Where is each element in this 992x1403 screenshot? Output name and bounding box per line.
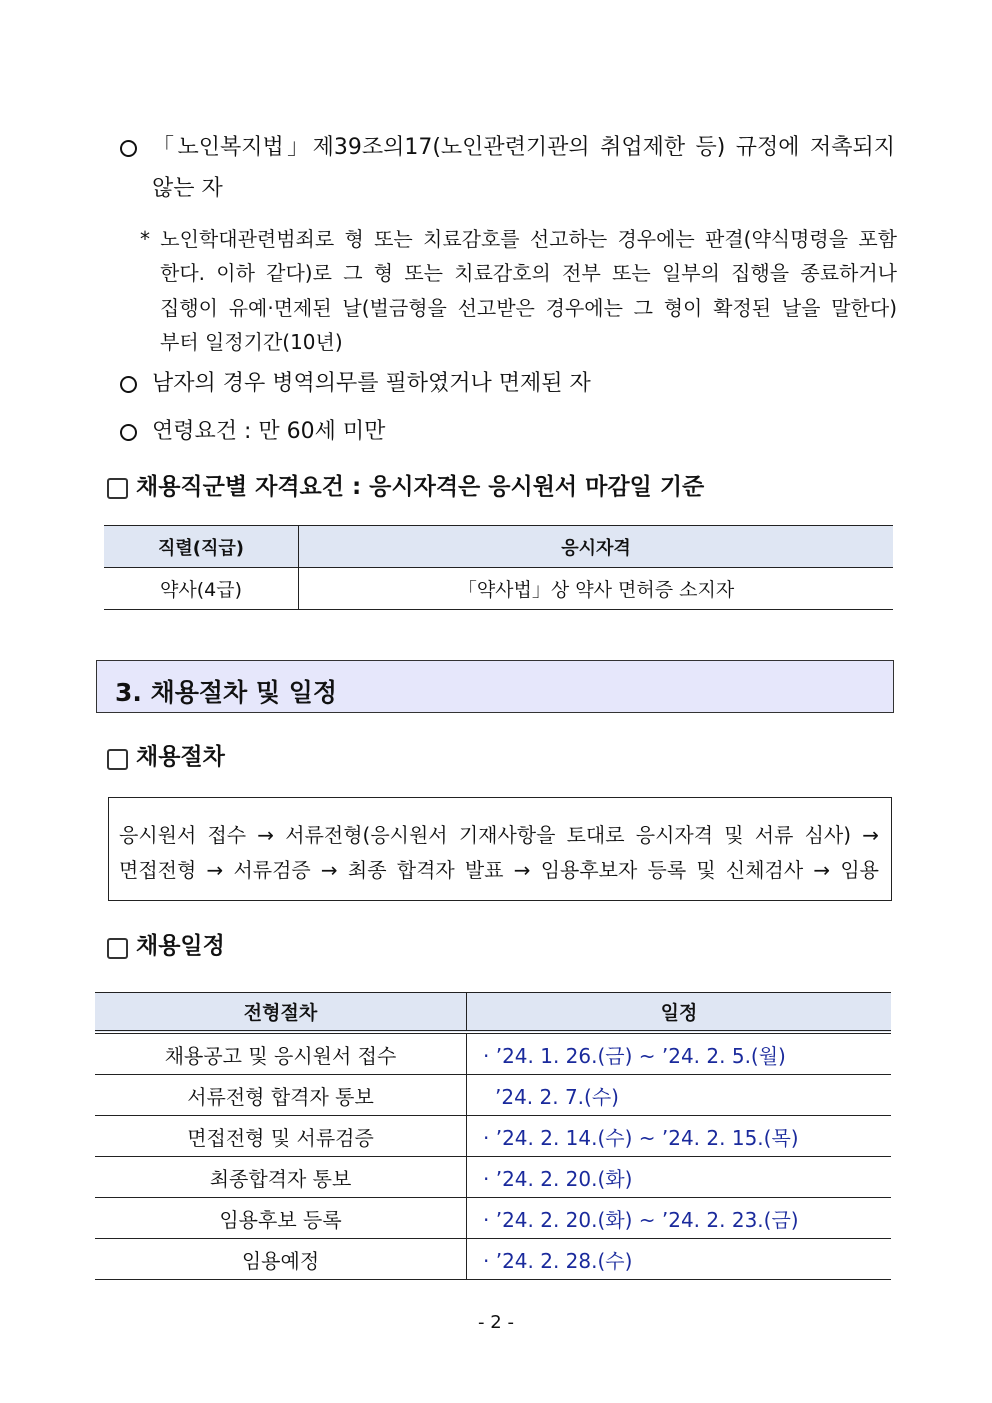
qualification-heading: 채용직군별 자격요건 : 응시자격은 응시원서 마감일 기준: [136, 474, 705, 500]
table-cell: · ’24. 2. 28.(수): [467, 1239, 892, 1280]
table-row: [104, 568, 893, 610]
table-header-row: [104, 526, 893, 568]
table-cell: ’24. 2. 7.(수): [467, 1075, 892, 1116]
schedule-table: [95, 992, 891, 1280]
procedure-line: 면접전형 → 서류검증 → 최종 합격자 발표 → 임용후보자 등록 및 신체검사 → 임용: [119, 858, 879, 882]
requirement-item-military: 남자의 경우 병역의무를 필하였거나 면제된 자: [152, 371, 591, 396]
table-cell: · ’24. 2. 14.(수) ~ ’24. 2. 15.(목): [467, 1116, 892, 1157]
section-title: 3. 채용절차 및 일정: [115, 678, 338, 707]
table-cell: · ’24. 2. 20.(화) ~ ’24. 2. 23.(금): [467, 1198, 892, 1239]
table-header-cell: 응시자격: [299, 526, 894, 568]
requirement-item-age: 연령요건 : 만 60세 미만: [152, 419, 386, 444]
requirement-note-line: * 노인학대관련범죄로 형 또는 치료감호를 선고하는 경우에는 판결(약식명령을 포함: [140, 227, 897, 251]
page-number: - 2 -: [478, 1312, 514, 1333]
procedure-box: [108, 797, 892, 901]
checkbox-bullet-icon: [107, 478, 128, 499]
table-row: [95, 1157, 891, 1198]
circle-bullet-icon: [118, 137, 138, 157]
table-cell: 「약사법」상 약사 면허증 소지자: [299, 568, 894, 610]
table-row: [95, 1116, 891, 1157]
table-header-cell: 일정: [467, 993, 892, 1033]
circle-bullet-icon: [118, 421, 138, 441]
table-cell: 서류전형 합격자 통보: [95, 1075, 467, 1116]
table-cell: · ’24. 1. 26.(금) ~ ’24. 2. 5.(월): [467, 1032, 892, 1075]
table-cell: 면접전형 및 서류검증: [95, 1116, 467, 1157]
section-header: [96, 660, 894, 713]
requirement-item-elder-welfare: 「노인복지법」제39조의17(노인관련기관의 취업제한 등) 규정에 저촉되지: [152, 135, 895, 160]
qualification-table: [104, 525, 893, 610]
table-cell: 채용공고 및 응시원서 접수: [95, 1032, 467, 1075]
procedure-heading: 채용절차: [136, 744, 225, 770]
table-cell: 최종합격자 통보: [95, 1157, 467, 1198]
table-header-cell: 직렬(직급): [104, 526, 299, 568]
table-cell: 약사(4급): [104, 568, 299, 610]
procedure-line: 응시원서 접수 → 서류전형(응시원서 기재사항을 토대로 응시자격 및 서류 심사) →: [119, 823, 879, 847]
table-cell: · ’24. 2. 20.(화): [467, 1157, 892, 1198]
table-row: [95, 1239, 891, 1280]
requirement-item-elder-welfare-cont: 않는 자: [152, 176, 223, 201]
table-header-cell: 전형절차: [95, 993, 467, 1033]
checkbox-bullet-icon: [107, 938, 128, 959]
requirement-note-line: 집행이 유예·면제된 날(벌금형을 선고받은 경우에는 그 형이 확정된 날을 말한다): [160, 296, 897, 320]
table-header-row: [95, 993, 891, 1033]
table-row: [95, 1032, 891, 1075]
requirement-note-line: 한다. 이하 같다)로 그 형 또는 치료감호의 전부 또는 일부의 집행을 종료하거나: [160, 261, 897, 285]
circle-bullet-icon: [118, 373, 138, 393]
table-row: [95, 1075, 891, 1116]
table-row: [95, 1198, 891, 1239]
schedule-heading: 채용일정: [136, 933, 225, 959]
table-cell: 임용후보 등록: [95, 1198, 467, 1239]
requirement-note-line: 부터 일정기간(10년): [160, 330, 343, 354]
checkbox-bullet-icon: [107, 749, 128, 770]
table-cell: 임용예정: [95, 1239, 467, 1280]
